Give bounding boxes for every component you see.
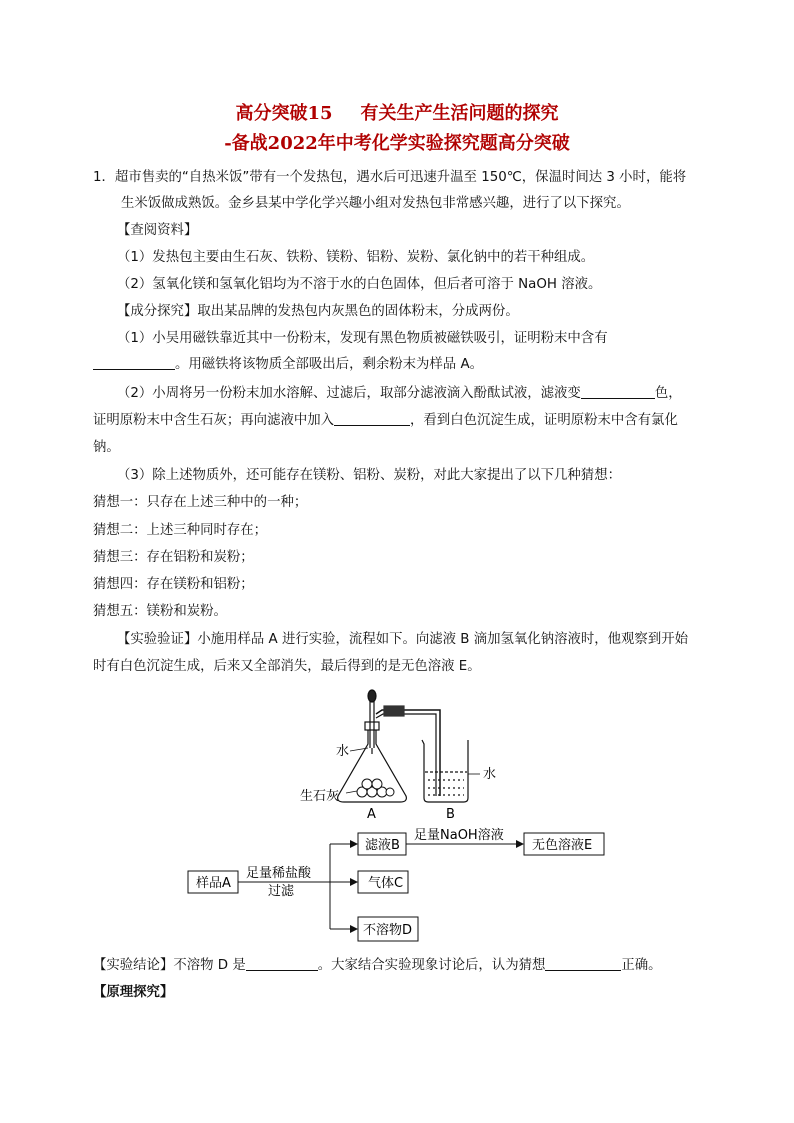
q1-line5: （2）氢氧化镁和氢氧化铝均为不溶于水的白色固体，但后者可溶于 NaOH 溶液。 xyxy=(117,277,602,292)
text-gas-c: 气体C xyxy=(368,876,404,891)
beaker-b xyxy=(422,740,468,802)
label-quicklime: 生石灰 xyxy=(300,789,340,804)
text-sample-a: 样品A xyxy=(196,876,231,891)
guess-5: 猜想五：镁粉和炭粉。 xyxy=(93,604,227,619)
q1-line1: 1．超市售卖的“自热米饭”带有一个发热包，遇水后可迅速升温至 150℃，保温时间达 3 小时，能将 xyxy=(93,170,687,185)
q1-line11: 钠。 xyxy=(93,440,120,455)
label-water-left: 水 xyxy=(336,744,350,759)
answer-blank-4[interactable] xyxy=(246,957,318,971)
q1-line9: （2）小周将另一份粉末加水溶解、过滤后，取部分滤液滴入酚酞试液，滤液变 色， xyxy=(117,386,682,401)
text-filtrate-b: 滤液B xyxy=(365,838,400,853)
label-water-right: 水 xyxy=(483,767,497,782)
verification-line2: 时有白色沉淀生成，后来又全部消失，最后得到的是无色溶液 E。 xyxy=(93,659,481,674)
answer-blank-3[interactable] xyxy=(334,412,410,426)
section-principle: 【原理探究】 xyxy=(93,985,174,1000)
title-part1: 高分突破15 xyxy=(235,103,333,124)
answer-blank-2[interactable] xyxy=(581,385,655,399)
text-naoh: 足量NaOH溶液 xyxy=(414,828,504,843)
q1-line4: （1）发热包主要由生石灰、铁粉、镁粉、铝粉、炭粉、氯化钠中的若干种组成。 xyxy=(117,250,595,265)
flask-a xyxy=(338,690,440,802)
q1-line10: 证明原粉末中含生石灰；再向滤液中加入 ，看到白色沉淀生成，证明原粉末中含有氯化 xyxy=(93,413,678,428)
apparatus-diagram xyxy=(290,688,510,823)
section-conclusion: 【实验结论】不溶物 D 是 。大家结合实验现象讨论后，认为猜想 正确。 xyxy=(93,958,662,973)
text-insoluble-d: 不溶物D xyxy=(363,923,413,938)
page-title xyxy=(0,99,794,125)
q1-line7: （1）小吴用磁铁靠近其中一份粉末，发现有黑色物质被磁铁吸引，证明粉末中含有 xyxy=(117,331,608,346)
text-solution-e: 无色溶液E xyxy=(532,838,593,853)
title-part2: 有关生产生活问题的探究 xyxy=(360,103,559,124)
label-a: A xyxy=(367,807,376,822)
guess-2: 猜想二：上述三种同时存在； xyxy=(93,523,268,538)
answer-blank-5[interactable] xyxy=(545,957,621,971)
guess-1: 猜想一：只存在上述三种中的一种； xyxy=(93,495,308,510)
text-filter: 过滤 xyxy=(268,884,295,899)
answer-blank-1[interactable] xyxy=(93,356,175,370)
text-acid: 足量稀盐酸 xyxy=(246,866,312,881)
label-b: B xyxy=(446,807,455,822)
section-heading-composition: 【成分探究】取出某品牌的发热包内灰黑色的固体粉末，分成两份。 xyxy=(117,304,519,319)
section-heading-research: 【查阅资料】 xyxy=(117,223,198,238)
page-subtitle: -备战2022年中考化学实验探究题高分突破 xyxy=(224,133,570,154)
guess-4: 猜想四：存在镁粉和铝粉； xyxy=(93,577,254,592)
section-verification: 【实验验证】小施用样品 A 进行实验，流程如下。向滤液 B 滴加氢氧化钠溶液时，他观察到开始 xyxy=(117,632,688,647)
q1-line8: 。用磁铁将该物质全部吸出后，剩余粉末为样品 A。 xyxy=(93,356,483,374)
guess-3: 猜想三：存在铝粉和炭粉； xyxy=(93,550,254,565)
flow-chart xyxy=(180,825,620,945)
q1-line12: （3）除上述物质外，还可能存在镁粉、铝粉、炭粉，对此大家提出了以下几种猜想： xyxy=(117,468,621,483)
q1-line2: 生米饭做成熟饭。金乡县某中学化学兴趣小组对发热包非常感兴趣，进行了以下探究。 xyxy=(121,196,630,211)
quicklime-lumps xyxy=(357,779,394,797)
